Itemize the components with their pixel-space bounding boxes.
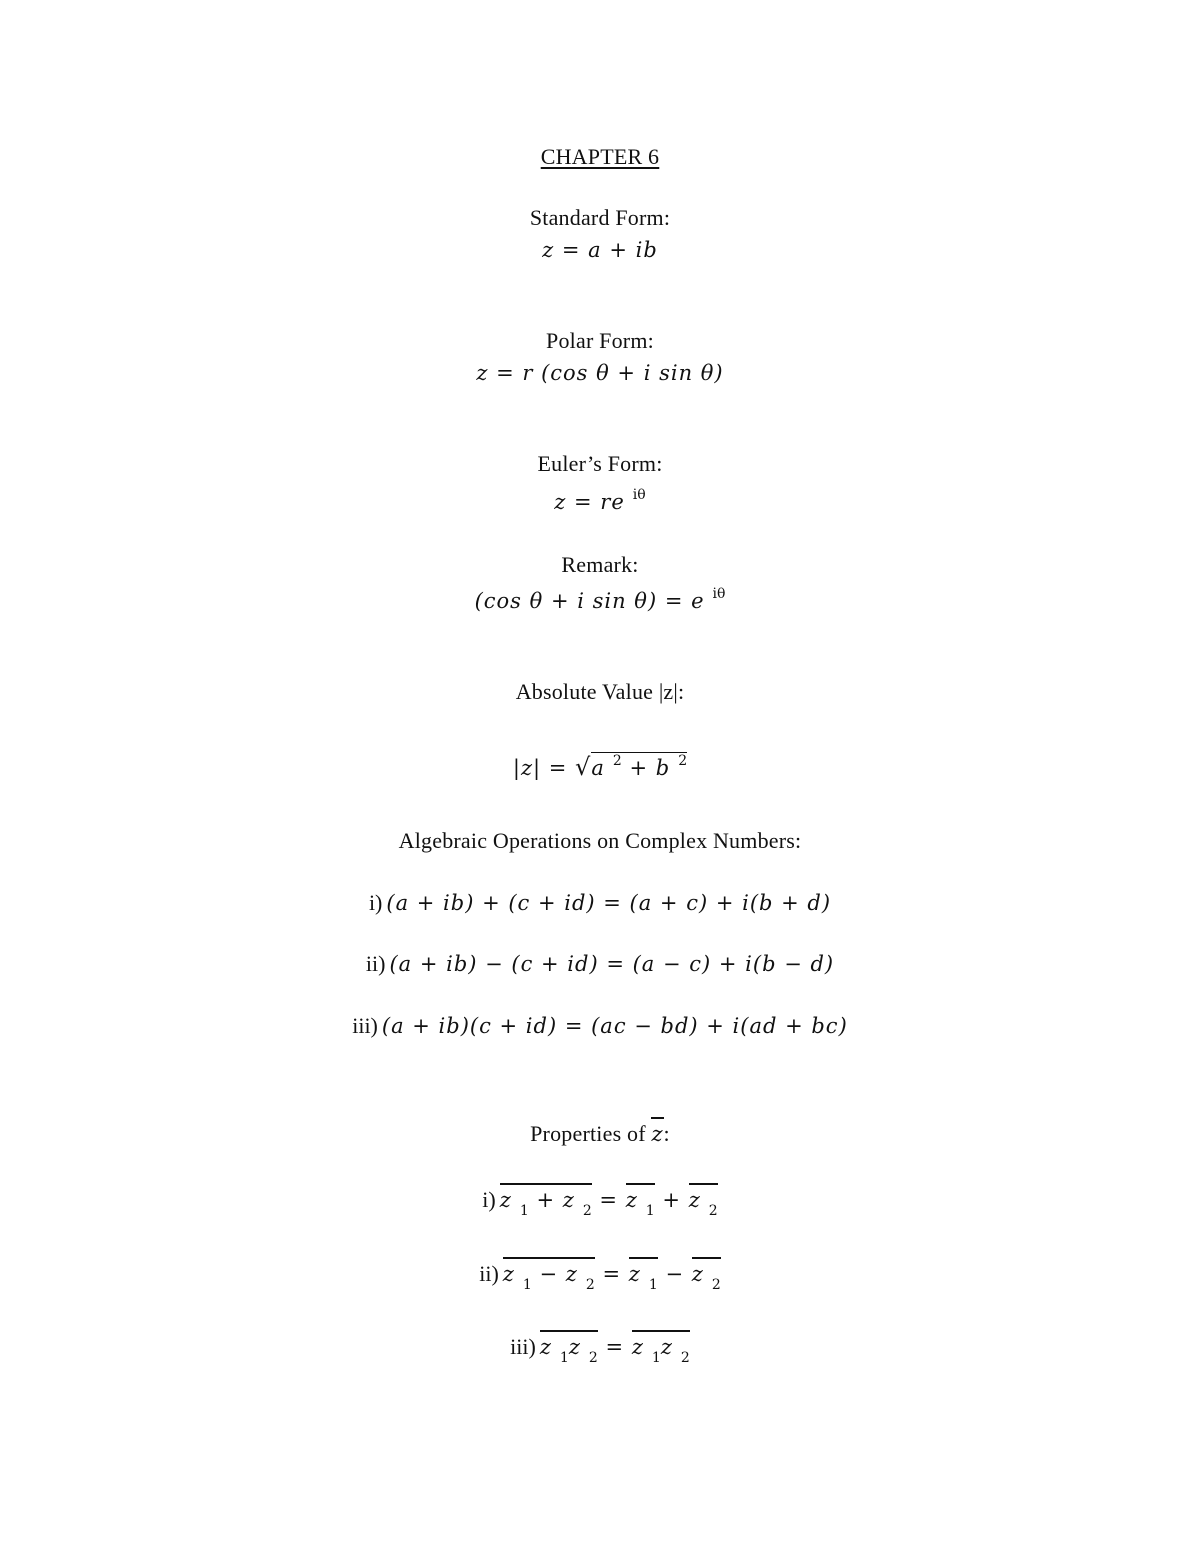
absolute-value-formula (0, 752, 1200, 784)
z1: z (539, 1335, 552, 1359)
euler-lhs: z = re (554, 490, 625, 514)
z2: z (568, 1335, 581, 1359)
plus-sign: + (536, 1188, 556, 1212)
conjugate-z2 (691, 1257, 721, 1293)
euler-exponent: iθ (632, 487, 646, 503)
item-label: i) (368, 890, 383, 915)
algebraic-item (0, 949, 1200, 979)
conjugate-z1 (631, 1330, 661, 1366)
remark-heading: Remark: (561, 552, 639, 577)
z2: z (688, 1188, 701, 1212)
item-formula: (a + ib)(c + id) = (ac − bd) + i(ad + bc) (381, 1014, 848, 1038)
subscript-2: 2 (680, 1350, 690, 1366)
subscript-1: 1 (522, 1277, 532, 1293)
property-item (0, 1183, 1200, 1219)
property-item (0, 1330, 1200, 1366)
subscript-2: 2 (585, 1277, 595, 1293)
subscript-1: 1 (559, 1350, 569, 1366)
z1: z (631, 1335, 644, 1359)
conjugate-of-product (539, 1330, 598, 1366)
conjugate-z2 (660, 1330, 690, 1366)
subscript-1: 1 (645, 1203, 655, 1219)
euler-form-formula (0, 487, 1200, 520)
subscript-2: 2 (708, 1203, 718, 1219)
equals-sign: = (602, 1262, 622, 1286)
absolute-value-heading: Absolute Value |z|: (515, 679, 685, 704)
z1: z (502, 1262, 515, 1286)
euler-form-heading: Euler’s Form: (537, 451, 663, 476)
item-formula: (a + ib) − (c + id) = (a − c) + i(b − d) (389, 952, 835, 976)
polar-form-heading: Polar Form: (546, 328, 654, 353)
properties-heading (0, 1117, 1200, 1149)
subscript-1: 1 (651, 1350, 661, 1366)
absolute-lhs: |z| = (512, 756, 576, 780)
z2: z (691, 1262, 704, 1286)
algebraic-operations-heading: Algebraic Operations on Complex Numbers: (398, 828, 802, 853)
item-label: ii) (365, 951, 386, 976)
subscript-2: 2 (588, 1350, 598, 1366)
minus-sign: − (539, 1262, 559, 1286)
conjugate-z1 (628, 1257, 658, 1293)
z1: z (499, 1188, 512, 1212)
item-label: i) (482, 1187, 496, 1212)
subscript-2: 2 (711, 1277, 721, 1293)
subscript-1: 1 (648, 1277, 658, 1293)
algebraic-item (0, 1011, 1200, 1041)
subscript-2: 2 (582, 1203, 592, 1219)
plus-sign: + (662, 1188, 682, 1212)
conjugate-of-difference (502, 1257, 595, 1293)
remark-lhs: (cos θ + i sin θ) = e (474, 589, 705, 613)
square-root-symbol: √ (575, 753, 592, 781)
conjugate-of-sum (499, 1183, 592, 1219)
conjugate-z2 (688, 1183, 718, 1219)
z1: z (625, 1188, 638, 1212)
item-label: iii) (352, 1013, 378, 1038)
property-item (0, 1257, 1200, 1293)
polar-form-formula: z = r (cos θ + i sin θ) (476, 361, 724, 385)
properties-heading-text: Properties of (530, 1121, 652, 1146)
conjugate-z1 (625, 1183, 655, 1219)
properties-heading-colon: : (663, 1121, 670, 1146)
equals-sign: = (599, 1188, 619, 1212)
standard-form-heading: Standard Form: (529, 205, 671, 230)
z2: z (565, 1262, 578, 1286)
remark-exponent: iθ (712, 586, 726, 602)
a-exponent: 2 (612, 753, 622, 769)
z2: z (562, 1188, 575, 1212)
subscript-1: 1 (519, 1203, 529, 1219)
z-conjugate: z (651, 1117, 663, 1147)
item-formula: (a + ib) + (c + id) = (a + c) + i(b + d) (386, 891, 832, 915)
radicand (591, 752, 687, 784)
standard-form-formula: z = a + ib (542, 238, 658, 262)
z1: z (628, 1262, 641, 1286)
b-exponent: 2 (678, 753, 688, 769)
z2: z (660, 1335, 673, 1359)
radicand-a: a (591, 756, 605, 780)
algebraic-item (0, 888, 1200, 918)
equals-sign: = (605, 1335, 625, 1359)
radicand-plus-b: + b (629, 756, 671, 780)
item-label: ii) (479, 1261, 499, 1286)
item-label: iii) (510, 1334, 536, 1359)
minus-sign: − (665, 1262, 685, 1286)
chapter-title: CHAPTER 6 (540, 144, 660, 169)
remark-formula (0, 586, 1200, 619)
